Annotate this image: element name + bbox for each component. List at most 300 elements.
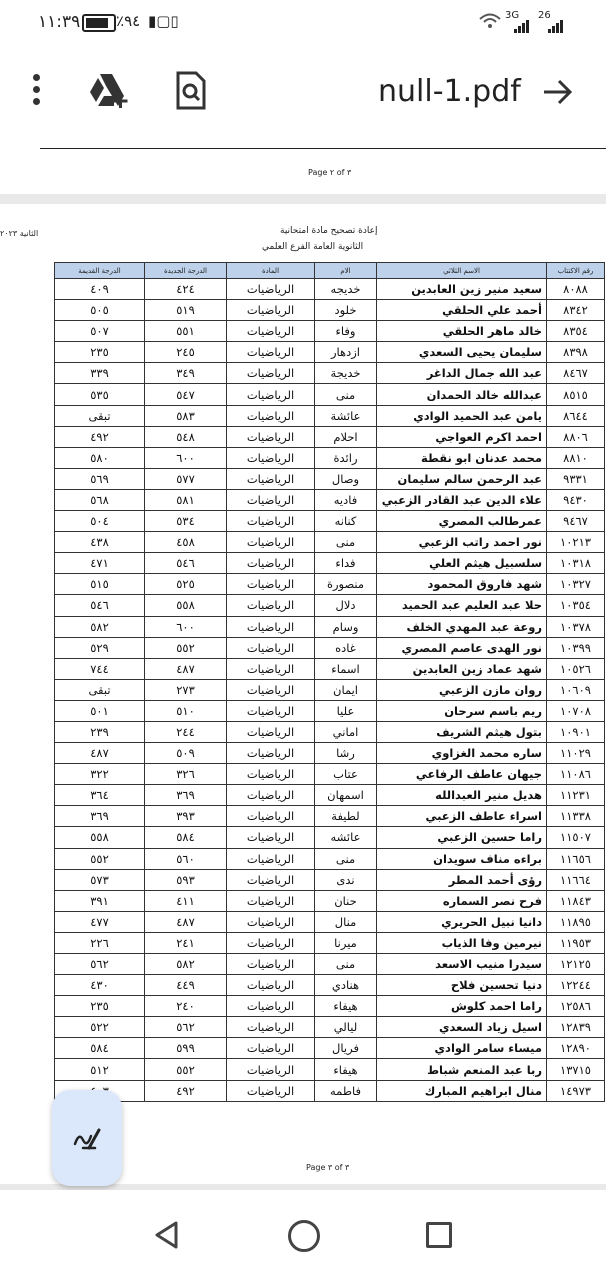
seat-number-cell: ١٤٩٧٣ <box>547 1080 605 1101</box>
seat-number-cell: ٨٣٤٢ <box>547 300 605 321</box>
table-row <box>55 426 605 447</box>
table-row <box>55 300 605 321</box>
table-row <box>55 869 605 890</box>
open-with-arrow-icon[interactable] <box>540 74 576 110</box>
old-grade-cell: ٣٦٩ <box>55 806 145 827</box>
mother-name-cell: اسمهان <box>315 785 377 806</box>
page-footer: Page ٢ of ٣ <box>308 168 352 177</box>
mother-name-cell: وصال <box>315 468 377 489</box>
subject-cell: الرياضيات <box>227 468 315 489</box>
seat-number-cell: ١١٦٥٦ <box>547 848 605 869</box>
old-grade-cell: ٤٨٧ <box>55 743 145 764</box>
column-header-name: الاسم الثلاثي <box>377 263 547 279</box>
seat-number-cell: ١١٠٨٦ <box>547 764 605 785</box>
new-grade-cell: ٦٠٠ <box>145 616 227 637</box>
seat-number-cell: ١١٢٣١ <box>547 785 605 806</box>
mother-name-cell: هنادي <box>315 975 377 996</box>
table-row <box>55 321 605 342</box>
mother-name-cell: ندى <box>315 869 377 890</box>
new-grade-cell: ٥٥١ <box>145 321 227 342</box>
seat-number-cell: ١٠٣٩٩ <box>547 637 605 658</box>
old-grade-cell: ٤٧٧ <box>55 911 145 932</box>
table-row <box>55 721 605 742</box>
old-grade-cell: ٢٣٥ <box>55 342 145 363</box>
table-row <box>55 468 605 489</box>
old-grade-cell: ٣٣٩ <box>55 363 145 384</box>
old-grade-cell: ٣٢٢ <box>55 764 145 785</box>
new-grade-cell: ٥٤٦ <box>145 553 227 574</box>
table-row <box>55 511 605 532</box>
old-grade-cell: ٣٦٤ <box>55 785 145 806</box>
network-type-label-2: 26 <box>538 10 551 21</box>
student-name-cell: ساره محمد الغزاوي <box>377 743 547 764</box>
mother-name-cell: احلام <box>315 426 377 447</box>
subject-cell: الرياضيات <box>227 975 315 996</box>
seat-number-cell: ٨٨٠٦ <box>547 426 605 447</box>
signal-icon <box>514 14 530 33</box>
system-navigation-bar <box>0 1190 606 1280</box>
student-name-cell: محمد عدنان ابو نقطة <box>377 447 547 468</box>
seat-number-cell: ٨٣٩٨ <box>547 342 605 363</box>
new-grade-cell: ٤٥٨ <box>145 532 227 553</box>
subject-cell: الرياضيات <box>227 743 315 764</box>
mother-name-cell: ميرنا <box>315 932 377 953</box>
new-grade-cell: ٥١٠ <box>145 700 227 721</box>
table-row <box>55 1059 605 1080</box>
page-footer-3: Page ٣ of ٣ <box>306 1163 350 1172</box>
subject-cell: الرياضيات <box>227 700 315 721</box>
table-row <box>55 574 605 595</box>
old-grade-cell: تبقى <box>55 405 145 426</box>
new-grade-cell: ٥٨٤ <box>145 827 227 848</box>
new-grade-cell: ٢٤٠ <box>145 996 227 1017</box>
mother-name-cell: لطيفة <box>315 806 377 827</box>
student-name-cell: سلسبيل هيثم العلي <box>377 553 547 574</box>
table-row <box>55 595 605 616</box>
student-name-cell: عبد الرحمن سالم سليمان <box>377 468 547 489</box>
table-row <box>55 827 605 848</box>
table-row <box>55 405 605 426</box>
subject-cell: الرياضيات <box>227 806 315 827</box>
table-row <box>55 932 605 953</box>
new-grade-cell: ٥٥٢ <box>145 1059 227 1080</box>
table-row <box>55 996 605 1017</box>
seat-number-cell: ١٠٣١٨ <box>547 553 605 574</box>
seat-number-cell: ٨٦٤٤ <box>547 405 605 426</box>
student-name-cell: ربا عبد المنعم شباط <box>377 1059 547 1080</box>
subject-cell: الرياضيات <box>227 721 315 742</box>
table-row <box>55 806 605 827</box>
seat-number-cell: ٨٨١٠ <box>547 447 605 468</box>
student-name-cell: سليمان يحيى السعدي <box>377 342 547 363</box>
student-name-cell: هديل منير العبدالله <box>377 785 547 806</box>
old-grade-cell: ٥٠٥ <box>55 300 145 321</box>
signal-icon-2 <box>548 14 564 33</box>
seat-number-cell: ١١٨٩٥ <box>547 911 605 932</box>
student-name-cell: منال ابراهيم المبارك <box>377 1080 547 1101</box>
network-type-label: 3G <box>505 10 520 21</box>
header-year: الثانية ٢٠٢٣ <box>0 229 39 238</box>
new-grade-cell: ٥٨٣ <box>145 405 227 426</box>
table-row <box>55 637 605 658</box>
student-name-cell: راما احمد كلوش <box>377 996 547 1017</box>
subject-cell: الرياضيات <box>227 1017 315 1038</box>
subject-cell: الرياضيات <box>227 637 315 658</box>
old-grade-cell: ٥٠٤ <box>55 511 145 532</box>
new-grade-cell: ٥٩٩ <box>145 1038 227 1059</box>
mother-name-cell: عائشه <box>315 827 377 848</box>
pen-edit-icon <box>71 1122 103 1154</box>
subject-cell: الرياضيات <box>227 426 315 447</box>
old-grade-cell: ٤٩٢ <box>55 426 145 447</box>
student-name-cell: بتول هيثم الشريف <box>377 721 547 742</box>
seat-number-cell: ٨٣٥٤ <box>547 321 605 342</box>
student-name-cell: نور الهدى عاصم المصري <box>377 637 547 658</box>
old-grade-cell: ٢٢٦ <box>55 932 145 953</box>
subject-cell: الرياضيات <box>227 300 315 321</box>
search-in-document-icon[interactable] <box>170 70 210 112</box>
old-grade-cell: ٥٣٥ <box>55 384 145 405</box>
mother-name-cell: هيفاء <box>315 996 377 1017</box>
table-row-fragment <box>40 140 606 149</box>
student-name-cell: عبدالله خالد الحمدان <box>377 384 547 405</box>
subject-cell: الرياضيات <box>227 679 315 700</box>
table-row <box>55 785 605 806</box>
old-grade-cell: ٥٨٤ <box>55 1038 145 1059</box>
seat-number-cell: ٩٣٣١ <box>547 468 605 489</box>
battery-icon <box>82 14 116 32</box>
column-header-old-grade: الدرجة القديمة <box>55 263 145 279</box>
seat-number-cell: ٨٥١٥ <box>547 384 605 405</box>
new-grade-cell: ٥٥٨ <box>145 595 227 616</box>
old-grade-cell: ٥٦٢ <box>55 954 145 975</box>
new-grade-cell: ٤٩٢ <box>145 1080 227 1101</box>
pdf-page-3 <box>0 204 606 1184</box>
mother-name-cell: اسماء <box>315 658 377 679</box>
more-options-icon[interactable] <box>26 74 46 110</box>
student-name-cell: رؤى أحمد المطر <box>377 869 547 890</box>
subject-cell: الرياضيات <box>227 363 315 384</box>
seat-number-cell: ١٢١٢٥ <box>547 954 605 975</box>
seat-number-cell: ١٠٢١٣ <box>547 532 605 553</box>
table-row <box>55 489 605 510</box>
add-to-drive-icon[interactable] <box>86 72 130 112</box>
new-grade-cell: ٥٩٣ <box>145 869 227 890</box>
table-row <box>55 890 605 911</box>
battery-percentage: ٪٩٤ <box>116 12 141 30</box>
mother-name-cell: ازدهار <box>315 342 377 363</box>
student-name-cell: يامن عبد الحميد الوادي <box>377 405 547 426</box>
table-row <box>55 848 605 869</box>
new-grade-cell: ٤٨٧ <box>145 911 227 932</box>
old-grade-cell: ٤٧١ <box>55 553 145 574</box>
student-name-cell: شهد عماد زين العابدين <box>377 658 547 679</box>
table-row <box>55 679 605 700</box>
old-grade-cell: ٥١٥ <box>55 574 145 595</box>
new-grade-cell: ٢٤٤ <box>145 721 227 742</box>
mother-name-cell: منى <box>315 954 377 975</box>
mother-name-cell: كنانه <box>315 511 377 532</box>
seat-number-cell: ١٠٣٢٧ <box>547 574 605 595</box>
student-name-cell: راما حسين الزعبي <box>377 827 547 848</box>
student-name-cell: جيهان عاطف الرفاعي <box>377 764 547 785</box>
old-grade-cell: ٤٣٨ <box>55 532 145 553</box>
subject-cell: الرياضيات <box>227 1080 315 1101</box>
new-grade-cell: ٥٤٨ <box>145 426 227 447</box>
mother-name-cell: فاطمه <box>315 1080 377 1101</box>
mother-name-cell: وفاء <box>315 321 377 342</box>
pdf-viewer[interactable] <box>0 140 606 1190</box>
back-icon[interactable] <box>152 1220 182 1254</box>
wifi-icon <box>478 12 502 35</box>
mother-name-cell: ليالي <box>315 1017 377 1038</box>
old-grade-cell: ٥٢٢ <box>55 1017 145 1038</box>
seat-number-cell: ٩٤٣٠ <box>547 489 605 510</box>
seat-number-cell: ١١٨٤٣ <box>547 890 605 911</box>
student-name-cell: علاء الدين عبد القادر الزعبي <box>377 489 547 510</box>
seat-number-cell: ١٠٦٠٩ <box>547 679 605 700</box>
old-grade-cell: ٥٦٩ <box>55 468 145 489</box>
new-grade-cell: ٥٥٢ <box>145 637 227 658</box>
seat-number-cell: ١٢٨٩٠ <box>547 1038 605 1059</box>
new-grade-cell: ٣٩٣ <box>145 806 227 827</box>
new-grade-cell: ٥٠٩ <box>145 743 227 764</box>
mother-name-cell: منى <box>315 532 377 553</box>
old-grade-cell: ٥١٢ <box>55 1059 145 1080</box>
mother-name-cell: فريال <box>315 1038 377 1059</box>
old-grade-cell: ٥٨٢ <box>55 616 145 637</box>
pdf-page-2-bottom <box>0 140 606 194</box>
subject-cell: الرياضيات <box>227 616 315 637</box>
subject-cell: الرياضيات <box>227 911 315 932</box>
old-grade-cell: ٥٤٦ <box>55 595 145 616</box>
old-grade-cell: ٥٨٠ <box>55 447 145 468</box>
table-row <box>55 1038 605 1059</box>
subject-cell: الرياضيات <box>227 553 315 574</box>
seat-number-cell: ١٠٣٥٤ <box>547 595 605 616</box>
new-grade-cell: ٦٠٠ <box>145 447 227 468</box>
new-grade-cell: ٢٧٣ <box>145 679 227 700</box>
subject-cell: الرياضيات <box>227 384 315 405</box>
mother-name-cell: اماني <box>315 721 377 742</box>
subject-cell: الرياضيات <box>227 532 315 553</box>
mother-name-cell: رشا <box>315 743 377 764</box>
new-grade-cell: ٥٨٢ <box>145 954 227 975</box>
student-name-cell: أحمد علي الحلقي <box>377 300 547 321</box>
student-name-cell: عبد الله جمال الداغر <box>377 363 547 384</box>
table-row <box>55 700 605 721</box>
table-row <box>55 1080 605 1101</box>
student-name-cell: نيرمين وفا الذياب <box>377 932 547 953</box>
new-grade-cell: ٤٤٩ <box>145 975 227 996</box>
new-grade-cell: ٤٨٧ <box>145 658 227 679</box>
student-name-cell: شهد فاروق المحمود <box>377 574 547 595</box>
old-grade-cell: ٥٧٣ <box>55 869 145 890</box>
student-name-cell: خالد ماهر الحلقي <box>377 321 547 342</box>
old-grade-cell: ٥٠١ <box>55 700 145 721</box>
old-grade-cell: ٥٥٢ <box>55 848 145 869</box>
subject-cell: الرياضيات <box>227 658 315 679</box>
mother-name-cell: عليا <box>315 700 377 721</box>
student-name-cell: حلا عبد العليم عبد الحميد <box>377 595 547 616</box>
seat-number-cell: ١٠٥٢٦ <box>547 658 605 679</box>
mother-name-cell: عتاب <box>315 764 377 785</box>
new-grade-cell: ٣٢٦ <box>145 764 227 785</box>
mother-name-cell: دلال <box>315 595 377 616</box>
table-row <box>55 363 605 384</box>
table-row <box>55 658 605 679</box>
student-name-cell: احمد اكرم العواجي <box>377 426 547 447</box>
mother-name-cell: ايمان <box>315 679 377 700</box>
mother-name-cell: خلود <box>315 300 377 321</box>
table-row <box>55 342 605 363</box>
subject-cell: الرياضيات <box>227 954 315 975</box>
table-row <box>55 764 605 785</box>
seat-number-cell: ٨٠٨٨ <box>547 279 605 300</box>
notification-icons: ▮▢▯ <box>148 12 179 30</box>
mother-name-cell: غاده <box>315 637 377 658</box>
column-header-subject: المادة <box>227 263 315 279</box>
old-grade-cell: ٥٦٨ <box>55 489 145 510</box>
new-grade-cell: ٢٤٥ <box>145 342 227 363</box>
subject-cell: الرياضيات <box>227 1059 315 1080</box>
subject-cell: الرياضيات <box>227 447 315 468</box>
mother-name-cell: منصورة <box>315 574 377 595</box>
old-grade-cell: ٣٩١ <box>55 890 145 911</box>
seat-number-cell: ١١٦٦٤ <box>547 869 605 890</box>
table-row <box>55 911 605 932</box>
subject-cell: الرياضيات <box>227 511 315 532</box>
table-row <box>55 616 605 637</box>
student-name-cell: ميساء سامر الوادي <box>377 1038 547 1059</box>
student-name-cell: فرح نصر السماره <box>377 890 547 911</box>
student-name-cell: دنيا تحسين فلاح <box>377 975 547 996</box>
table-header-row <box>55 263 605 279</box>
student-name-cell: اسيل زياد السعدي <box>377 1017 547 1038</box>
student-name-cell: ريم باسم سرحان <box>377 700 547 721</box>
table-row <box>55 743 605 764</box>
student-name-cell: روعة عبد المهدي الخلف <box>377 616 547 637</box>
old-grade-cell: ٧٤٤ <box>55 658 145 679</box>
subject-cell: الرياضيات <box>227 764 315 785</box>
subject-cell: الرياضيات <box>227 595 315 616</box>
subject-cell: الرياضيات <box>227 489 315 510</box>
table-row <box>55 447 605 468</box>
student-name-cell: نور احمد راتب الزعبي <box>377 532 547 553</box>
student-name-cell: سعيد منير زين العابدين <box>377 279 547 300</box>
column-header-mother: الام <box>315 263 377 279</box>
old-grade-cell: ٤٣٠ <box>55 975 145 996</box>
old-grade-cell: ٢٣٥ <box>55 996 145 1017</box>
new-grade-cell: ٣٤٩ <box>145 363 227 384</box>
table-row <box>55 553 605 574</box>
column-header-seat: رقم الاكتتاب <box>547 263 605 279</box>
subject-cell: الرياضيات <box>227 785 315 806</box>
new-grade-cell: ٥٣٤ <box>145 511 227 532</box>
old-grade-cell: ٥٠٧ <box>55 321 145 342</box>
table-row <box>55 532 605 553</box>
seat-number-cell: ١٢٥٨٦ <box>547 996 605 1017</box>
new-grade-cell: ٥١٩ <box>145 300 227 321</box>
mother-name-cell: منال <box>315 911 377 932</box>
mother-name-cell: فاديه <box>315 489 377 510</box>
subject-cell: الرياضيات <box>227 574 315 595</box>
new-grade-cell: ٢٤١ <box>145 932 227 953</box>
subject-cell: الرياضيات <box>227 1038 315 1059</box>
old-grade-cell: ٤٠٩ <box>55 279 145 300</box>
table-row <box>55 279 605 300</box>
student-name-cell: دانيا نبيل الحريري <box>377 911 547 932</box>
mother-name-cell: هيفاء <box>315 1059 377 1080</box>
table-row <box>55 1017 605 1038</box>
student-name-cell: سيدرا منيب الاسعد <box>377 954 547 975</box>
old-grade-cell: تبقى <box>55 679 145 700</box>
subject-cell: الرياضيات <box>227 342 315 363</box>
subject-cell: الرياضيات <box>227 996 315 1017</box>
subject-cell: الرياضيات <box>227 321 315 342</box>
new-grade-cell: ٥٢٥ <box>145 574 227 595</box>
student-name-cell: روان مازن الزعبي <box>377 679 547 700</box>
file-title: null-1.pdf <box>378 74 521 109</box>
grades-table <box>54 262 605 1102</box>
seat-number-cell: ١١٩٥٣ <box>547 932 605 953</box>
document-subtitle: الثانوية العامة الفرع العلمي <box>262 242 364 252</box>
seat-number-cell: ١٣٧١٥ <box>547 1059 605 1080</box>
document-title: إعادة تصحيح مادة امتحانية <box>280 226 378 236</box>
table-row <box>55 384 605 405</box>
table-row <box>55 975 605 996</box>
student-name-cell: اسراء عاطف الزعبي <box>377 806 547 827</box>
new-grade-cell: ٥٨١ <box>145 489 227 510</box>
subject-cell: الرياضيات <box>227 932 315 953</box>
seat-number-cell: ١١٣٣٨ <box>547 806 605 827</box>
mother-name-cell: رائدة <box>315 447 377 468</box>
recents-icon[interactable] <box>426 1222 452 1248</box>
subject-cell: الرياضيات <box>227 405 315 426</box>
mother-name-cell: فداء <box>315 553 377 574</box>
new-grade-cell: ٥٦٢ <box>145 1017 227 1038</box>
seat-number-cell: ١٠٩٠١ <box>547 721 605 742</box>
home-icon[interactable] <box>288 1220 320 1252</box>
subject-cell: الرياضيات <box>227 890 315 911</box>
seat-number-cell: ١٢٨٣٩ <box>547 1017 605 1038</box>
new-grade-cell: ٤١١ <box>145 890 227 911</box>
seat-number-cell: ١٢٢٤٤ <box>547 975 605 996</box>
new-grade-cell: ٣٦٩ <box>145 785 227 806</box>
mother-name-cell: حنان <box>315 890 377 911</box>
new-grade-cell: ٤٢٤ <box>145 279 227 300</box>
subject-cell: الرياضيات <box>227 279 315 300</box>
subject-cell: الرياضيات <box>227 848 315 869</box>
mother-name-cell: خديجه <box>315 279 377 300</box>
seat-number-cell: ١١٠٢٩ <box>547 743 605 764</box>
subject-cell: الرياضيات <box>227 827 315 848</box>
subject-cell: الرياضيات <box>227 869 315 890</box>
new-grade-cell: ٥٤٧ <box>145 384 227 405</box>
mother-name-cell: خديجة <box>315 363 377 384</box>
table-row <box>55 954 605 975</box>
status-bar <box>0 0 606 44</box>
mother-name-cell: وسام <box>315 616 377 637</box>
seat-number-cell: ١١٥٠٧ <box>547 827 605 848</box>
seat-number-cell: ١٠٧٠٨ <box>547 700 605 721</box>
column-header-new-grade: الدرجة الجديدة <box>145 263 227 279</box>
status-time: ١١:٣٩ <box>38 12 81 32</box>
annotate-button[interactable] <box>52 1090 122 1186</box>
student-name-cell: براءه مناف سويدان <box>377 848 547 869</box>
new-grade-cell: ٥٧٧ <box>145 468 227 489</box>
table-body <box>55 279 605 1102</box>
